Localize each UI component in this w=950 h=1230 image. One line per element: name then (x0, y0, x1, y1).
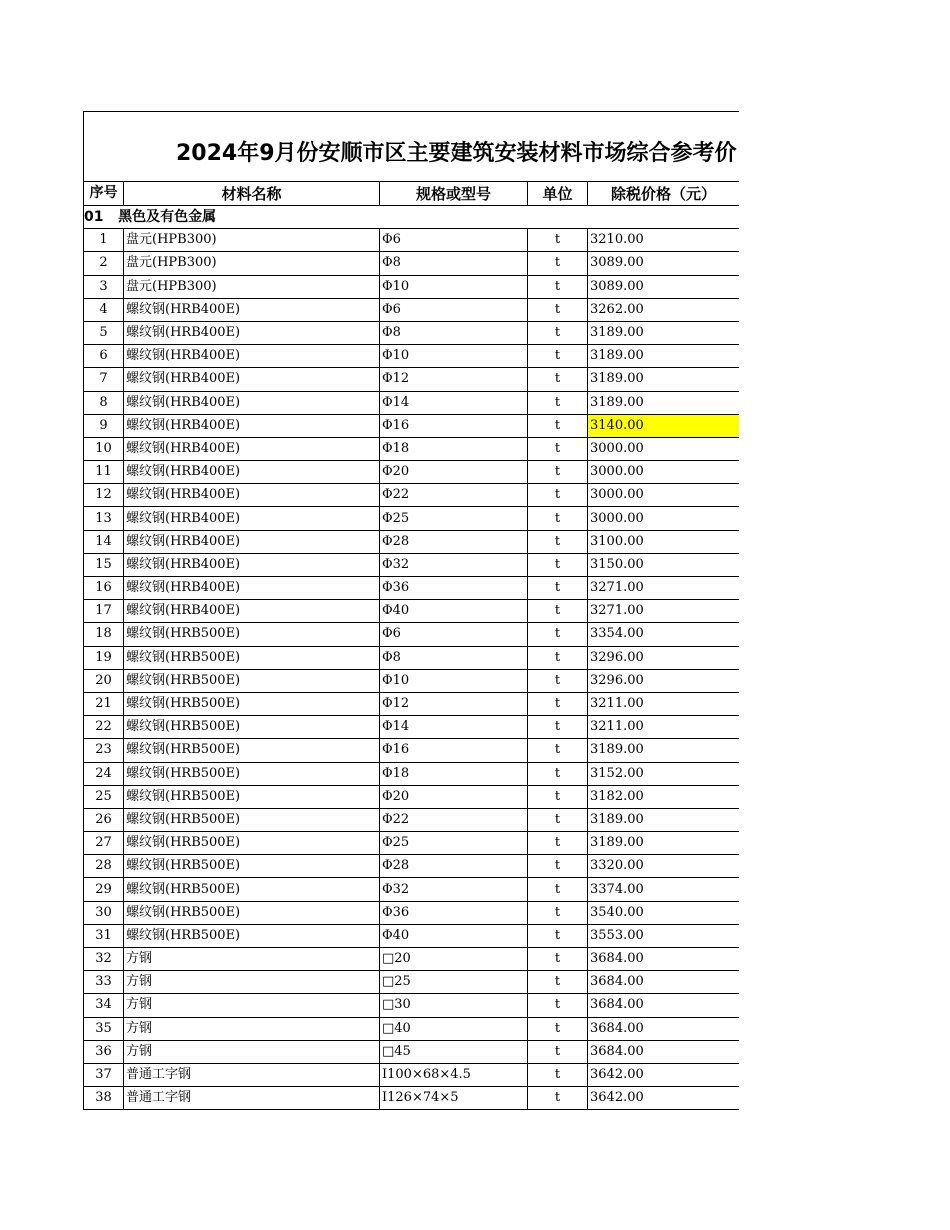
cell-seq: 17 (84, 600, 124, 623)
table-body (84, 229, 740, 1110)
cell-seq: 25 (84, 785, 124, 808)
category-row (84, 206, 740, 229)
cell-unit: t (528, 832, 588, 855)
cell-spec: Φ18 (380, 437, 528, 460)
cell-seq: 22 (84, 716, 124, 739)
cell-material-name: 螺纹钢(HRB400E) (124, 321, 380, 344)
category-code: 01 (84, 209, 104, 226)
table-row (84, 924, 740, 947)
cell-unit: t (528, 739, 588, 762)
cell-unit: t (528, 762, 588, 785)
cell-spec: Φ16 (380, 739, 528, 762)
cell-material-name: 螺纹钢(HRB400E) (124, 484, 380, 507)
cell-spec: Φ40 (380, 600, 528, 623)
cell-material-name: 螺纹钢(HRB400E) (124, 368, 380, 391)
cell-seq: 9 (84, 414, 124, 437)
cell-material-name: 盘元(HPB300) (124, 275, 380, 298)
cell-price: 3211.00 (588, 692, 740, 715)
cell-spec: Φ8 (380, 646, 528, 669)
cell-seq: 11 (84, 461, 124, 484)
table-row (84, 461, 740, 484)
cell-price: 3320.00 (588, 855, 740, 878)
table-row (84, 832, 740, 855)
cell-unit: t (528, 901, 588, 924)
cell-spec: Φ28 (380, 855, 528, 878)
cell-seq: 10 (84, 437, 124, 460)
cell-material-name: 螺纹钢(HRB500E) (124, 832, 380, 855)
cell-unit: t (528, 437, 588, 460)
cell-material-name: 螺纹钢(HRB400E) (124, 391, 380, 414)
category-cell (84, 206, 740, 229)
table-row (84, 646, 740, 669)
header-seq: 序号 (84, 182, 124, 206)
table-row (84, 623, 740, 646)
table-row (84, 530, 740, 553)
cell-spec: Φ18 (380, 762, 528, 785)
table-row (84, 600, 740, 623)
cell-seq: 24 (84, 762, 124, 785)
cell-unit: t (528, 785, 588, 808)
cell-unit: t (528, 716, 588, 739)
table-row (84, 739, 740, 762)
table-row (84, 553, 740, 576)
cell-spec: □25 (380, 971, 528, 994)
header-spec: 规格或型号 (380, 182, 528, 206)
cell-unit: t (528, 391, 588, 414)
cell-seq: 15 (84, 553, 124, 576)
cell-seq: 35 (84, 1017, 124, 1040)
cell-material-name: 螺纹钢(HRB400E) (124, 577, 380, 600)
cell-price: 3540.00 (588, 901, 740, 924)
table-row (84, 437, 740, 460)
cell-material-name: 螺纹钢(HRB500E) (124, 739, 380, 762)
price-table (83, 181, 739, 1110)
cell-material-name: 螺纹钢(HRB500E) (124, 623, 380, 646)
cell-spec: Φ36 (380, 577, 528, 600)
cell-unit: t (528, 1040, 588, 1063)
cell-unit: t (528, 855, 588, 878)
cell-price: 3684.00 (588, 994, 740, 1017)
cell-seq: 18 (84, 623, 124, 646)
cell-unit: t (528, 878, 588, 901)
cell-seq: 6 (84, 345, 124, 368)
cell-unit: t (528, 623, 588, 646)
table-row (84, 252, 740, 275)
cell-seq: 36 (84, 1040, 124, 1063)
cell-unit: t (528, 1063, 588, 1086)
table-row (84, 971, 740, 994)
table-row (84, 762, 740, 785)
cell-price: 3000.00 (588, 461, 740, 484)
cell-material-name: 螺纹钢(HRB400E) (124, 345, 380, 368)
cell-unit: t (528, 924, 588, 947)
cell-seq: 23 (84, 739, 124, 762)
cell-unit: t (528, 414, 588, 437)
cell-material-name: 螺纹钢(HRB400E) (124, 530, 380, 553)
cell-material-name: 螺纹钢(HRB500E) (124, 646, 380, 669)
table-row (84, 1017, 740, 1040)
cell-spec: Φ10 (380, 275, 528, 298)
cell-spec: Φ22 (380, 808, 528, 831)
cell-seq: 27 (84, 832, 124, 855)
cell-seq: 19 (84, 646, 124, 669)
cell-spec: Φ25 (380, 507, 528, 530)
cell-unit: t (528, 600, 588, 623)
cell-material-name: 盘元(HPB300) (124, 252, 380, 275)
table-row (84, 298, 740, 321)
cell-seq: 12 (84, 484, 124, 507)
cell-spec: □40 (380, 1017, 528, 1040)
cell-price: 3642.00 (588, 1063, 740, 1086)
cell-price: 3271.00 (588, 600, 740, 623)
table-row (84, 1063, 740, 1086)
cell-unit: t (528, 1087, 588, 1110)
table-row (84, 321, 740, 344)
cell-unit: t (528, 808, 588, 831)
table-row (84, 808, 740, 831)
cell-unit: t (528, 553, 588, 576)
cell-material-name: 螺纹钢(HRB400E) (124, 414, 380, 437)
cell-price: 3553.00 (588, 924, 740, 947)
cell-price: 3262.00 (588, 298, 740, 321)
cell-price: 3089.00 (588, 252, 740, 275)
cell-seq: 32 (84, 948, 124, 971)
table-row (84, 414, 740, 437)
cell-price: 3684.00 (588, 1040, 740, 1063)
cell-spec: Φ40 (380, 924, 528, 947)
cell-spec: Φ32 (380, 553, 528, 576)
cell-spec: Φ8 (380, 252, 528, 275)
cell-material-name: 螺纹钢(HRB400E) (124, 507, 380, 530)
table-row (84, 507, 740, 530)
cell-unit: t (528, 229, 588, 252)
cell-price: 3189.00 (588, 808, 740, 831)
header-price: 除税价格（元） (588, 182, 740, 206)
cell-spec: I126×74×5 (380, 1087, 528, 1110)
table-row (84, 948, 740, 971)
cell-spec: Φ12 (380, 692, 528, 715)
cell-price: 3189.00 (588, 345, 740, 368)
cell-seq: 28 (84, 855, 124, 878)
cell-seq: 21 (84, 692, 124, 715)
cell-unit: t (528, 669, 588, 692)
cell-seq: 5 (84, 321, 124, 344)
table-row (84, 785, 740, 808)
cell-price: 3140.00 (588, 414, 740, 437)
cell-spec: Φ36 (380, 901, 528, 924)
cell-unit: t (528, 646, 588, 669)
cell-price: 3210.00 (588, 229, 740, 252)
cell-spec: Φ20 (380, 461, 528, 484)
cell-material-name: 螺纹钢(HRB500E) (124, 692, 380, 715)
cell-unit: t (528, 321, 588, 344)
cell-unit: t (528, 368, 588, 391)
table-row (84, 692, 740, 715)
cell-unit: t (528, 461, 588, 484)
table-row (84, 484, 740, 507)
cell-price: 3100.00 (588, 530, 740, 553)
cell-seq: 29 (84, 878, 124, 901)
cell-material-name: 螺纹钢(HRB500E) (124, 901, 380, 924)
cell-material-name: 普通工字钢 (124, 1087, 380, 1110)
cell-spec: Φ14 (380, 716, 528, 739)
cell-unit: t (528, 994, 588, 1017)
cell-unit: t (528, 530, 588, 553)
cell-material-name: 方钢 (124, 1040, 380, 1063)
cell-price: 3189.00 (588, 321, 740, 344)
cell-spec: □20 (380, 948, 528, 971)
cell-unit: t (528, 577, 588, 600)
table-row (84, 1087, 740, 1110)
cell-spec: Φ32 (380, 878, 528, 901)
cell-seq: 38 (84, 1087, 124, 1110)
cell-price: 3296.00 (588, 669, 740, 692)
cell-seq: 33 (84, 971, 124, 994)
cell-price: 3374.00 (588, 878, 740, 901)
title-cell (83, 111, 739, 181)
table-row (84, 577, 740, 600)
cell-spec: Φ14 (380, 391, 528, 414)
table-row (84, 275, 740, 298)
cell-price: 3189.00 (588, 832, 740, 855)
cell-material-name: 螺纹钢(HRB400E) (124, 461, 380, 484)
cell-material-name: 螺纹钢(HRB500E) (124, 669, 380, 692)
cell-spec: Φ28 (380, 530, 528, 553)
cell-price: 3211.00 (588, 716, 740, 739)
cell-seq: 37 (84, 1063, 124, 1086)
cell-unit: t (528, 345, 588, 368)
cell-seq: 34 (84, 994, 124, 1017)
cell-price: 3642.00 (588, 1087, 740, 1110)
cell-material-name: 螺纹钢(HRB500E) (124, 785, 380, 808)
cell-material-name: 方钢 (124, 1017, 380, 1040)
cell-seq: 31 (84, 924, 124, 947)
cell-price: 3152.00 (588, 762, 740, 785)
header-unit: 单位 (528, 182, 588, 206)
cell-spec: Φ8 (380, 321, 528, 344)
cell-seq: 2 (84, 252, 124, 275)
cell-seq: 14 (84, 530, 124, 553)
cell-seq: 7 (84, 368, 124, 391)
cell-spec: Φ12 (380, 368, 528, 391)
cell-price: 3684.00 (588, 1017, 740, 1040)
cell-price: 3189.00 (588, 368, 740, 391)
cell-spec: Φ6 (380, 229, 528, 252)
cell-spec: Φ6 (380, 623, 528, 646)
cell-seq: 20 (84, 669, 124, 692)
price-sheet (83, 111, 739, 1113)
category-name: 黑色及有色金属 (118, 209, 217, 226)
cell-material-name: 螺纹钢(HRB400E) (124, 437, 380, 460)
cell-material-name: 方钢 (124, 994, 380, 1017)
cell-seq: 13 (84, 507, 124, 530)
table-row (84, 716, 740, 739)
cell-material-name: 螺纹钢(HRB500E) (124, 855, 380, 878)
cell-seq: 3 (84, 275, 124, 298)
table-row (84, 368, 740, 391)
cell-spec: Φ10 (380, 345, 528, 368)
cell-price: 3296.00 (588, 646, 740, 669)
cell-material-name: 螺纹钢(HRB400E) (124, 600, 380, 623)
cell-unit: t (528, 971, 588, 994)
table-row (84, 901, 740, 924)
cell-material-name: 螺纹钢(HRB500E) (124, 716, 380, 739)
cell-spec: Φ22 (380, 484, 528, 507)
cell-material-name: 方钢 (124, 971, 380, 994)
cell-seq: 4 (84, 298, 124, 321)
cell-unit: t (528, 948, 588, 971)
cell-price: 3684.00 (588, 971, 740, 994)
cell-spec: □45 (380, 1040, 528, 1063)
cell-price: 3150.00 (588, 553, 740, 576)
table-row (84, 994, 740, 1017)
sheet-title: 2024年9月份安顺市区主要建筑安装材料市场综合参考价 (176, 141, 737, 166)
cell-price: 3271.00 (588, 577, 740, 600)
cell-unit: t (528, 507, 588, 530)
cell-seq: 16 (84, 577, 124, 600)
cell-spec: □30 (380, 994, 528, 1017)
table-row (84, 855, 740, 878)
header-row (84, 182, 740, 206)
table-row (84, 1040, 740, 1063)
header-name: 材料名称 (124, 182, 380, 206)
cell-price: 3000.00 (588, 507, 740, 530)
cell-spec: Φ20 (380, 785, 528, 808)
cell-price: 3189.00 (588, 739, 740, 762)
cell-unit: t (528, 298, 588, 321)
table-row (84, 878, 740, 901)
cell-seq: 1 (84, 229, 124, 252)
table-row (84, 345, 740, 368)
cell-price: 3684.00 (588, 948, 740, 971)
cell-price: 3189.00 (588, 391, 740, 414)
cell-unit: t (528, 484, 588, 507)
cell-seq: 30 (84, 901, 124, 924)
cell-spec: I100×68×4.5 (380, 1063, 528, 1086)
cell-material-name: 螺纹钢(HRB400E) (124, 553, 380, 576)
cell-material-name: 螺纹钢(HRB400E) (124, 298, 380, 321)
cell-unit: t (528, 1017, 588, 1040)
cell-material-name: 盘元(HPB300) (124, 229, 380, 252)
cell-seq: 8 (84, 391, 124, 414)
cell-spec: Φ25 (380, 832, 528, 855)
cell-unit: t (528, 275, 588, 298)
table-row (84, 669, 740, 692)
cell-unit: t (528, 252, 588, 275)
cell-price: 3089.00 (588, 275, 740, 298)
table-row (84, 391, 740, 414)
cell-price: 3000.00 (588, 437, 740, 460)
cell-price: 3182.00 (588, 785, 740, 808)
cell-seq: 26 (84, 808, 124, 831)
cell-material-name: 螺纹钢(HRB500E) (124, 808, 380, 831)
cell-material-name: 螺纹钢(HRB500E) (124, 924, 380, 947)
cell-price: 3000.00 (588, 484, 740, 507)
cell-material-name: 方钢 (124, 948, 380, 971)
cell-material-name: 螺纹钢(HRB500E) (124, 878, 380, 901)
cell-spec: Φ6 (380, 298, 528, 321)
cell-material-name: 普通工字钢 (124, 1063, 380, 1086)
cell-spec: Φ10 (380, 669, 528, 692)
cell-material-name: 螺纹钢(HRB500E) (124, 762, 380, 785)
table-row (84, 229, 740, 252)
cell-spec: Φ16 (380, 414, 528, 437)
cell-unit: t (528, 692, 588, 715)
cell-price: 3354.00 (588, 623, 740, 646)
